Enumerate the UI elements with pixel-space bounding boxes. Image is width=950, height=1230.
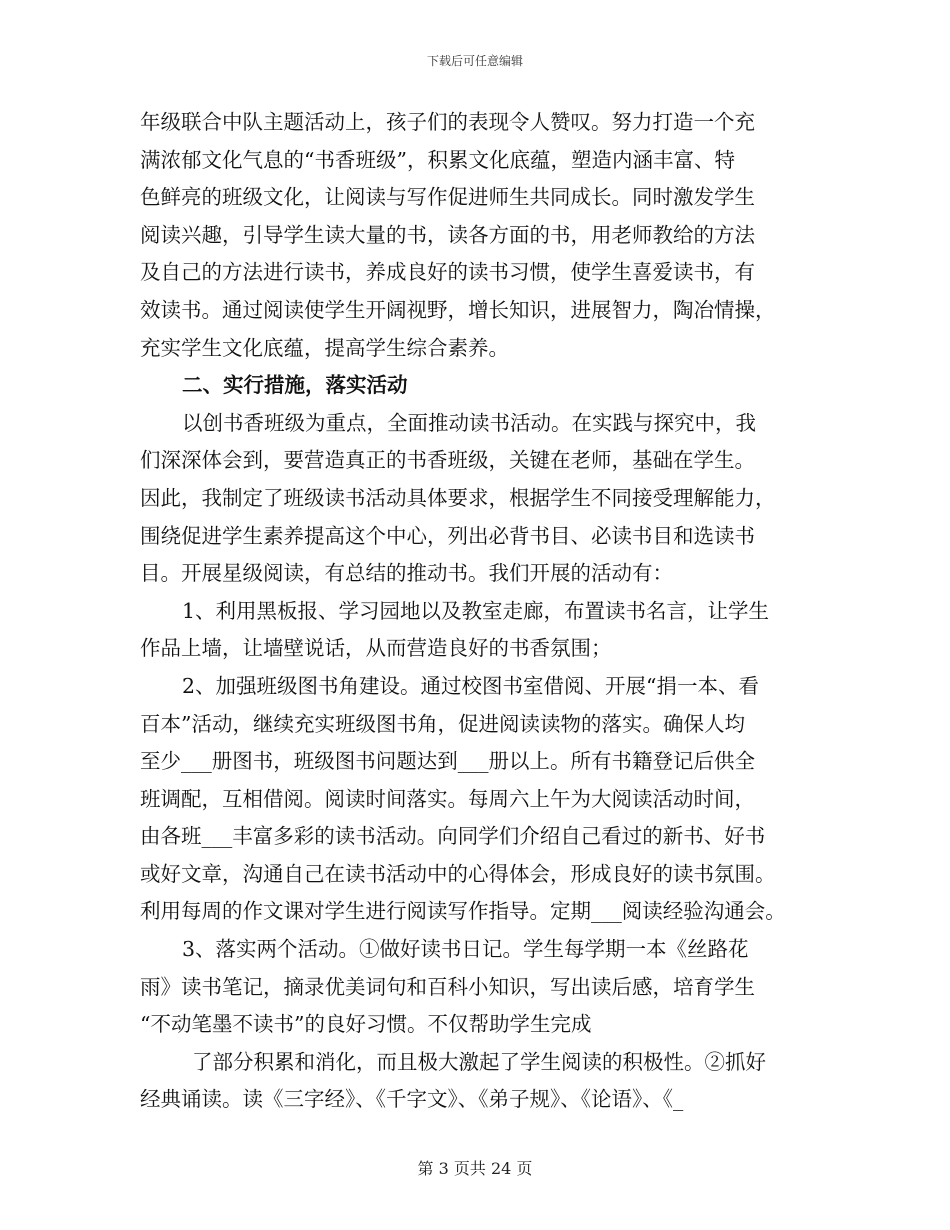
text-line: “不动笔墨不读书”的良好习惯。不仅帮助学生完成 bbox=[140, 1012, 592, 1037]
text-line: 们深深体会到，要营造真正的书香班级，关键在老师，基础在学生。 bbox=[140, 448, 755, 473]
text-line: 色鲜亮的班级文化，让阅读与写作促进师生共同成长。同时激发学生 bbox=[140, 185, 755, 210]
page-number: 第 3 页共 24 页 bbox=[417, 1159, 533, 1178]
text-line: 效读书。通过阅读使学生开阔视野，增长知识，进展智力，陶冶情操， bbox=[140, 297, 776, 322]
text-line: 或好文章，沟通自己在读书活动中的心得体会，形成良好的读书氛围。 bbox=[140, 861, 776, 886]
text-line: 及自己的方法进行读书，养成良好的读书习惯，使学生喜爱读书，有 bbox=[140, 260, 755, 285]
text-line: 至少___册图书，班级图书问题达到___册以上。所有书籍登记后供全 bbox=[140, 749, 755, 774]
text-line: 利用每周的作文课对学生进行阅读写作指导。定期___阅读经验沟通会。 bbox=[140, 899, 786, 924]
text-line: 经典诵读。读《三字经》、《千字文》、《弟子规》、《论语》、《_ bbox=[140, 1087, 684, 1112]
document-body bbox=[140, 104, 840, 1119]
list-item-3: 3、落实两个活动。①做好读书日记。学生每学期一本《丝路花 bbox=[182, 937, 749, 962]
text-line: 了部分积累和消化，而且极大激起了学生阅读的积极性。②抓好 bbox=[192, 1049, 766, 1074]
list-item-2: 2、加强班级图书角建设。通过校图书室借阅、开展“捐一本、看 bbox=[182, 673, 760, 698]
text-line: 满浓郁文化气息的“书香班级”，积累文化底蕴，塑造内涵丰富、特 bbox=[140, 147, 735, 172]
page-header-note: 下载后可任意编辑 bbox=[426, 54, 523, 68]
section-heading: 二、实行措施，落实活动 bbox=[182, 373, 408, 398]
text-line: 围绕促进学生素养提高这个中心，列出必背书目、必读书目和选读书 bbox=[140, 523, 755, 548]
text-line: 目。开展星级阅读，有总结的推动书。我们开展的活动有： bbox=[140, 561, 673, 586]
list-item-1: 1、利用黑板报、学习园地以及教室走廊，布置读书名言，让学生 bbox=[182, 598, 770, 623]
text-line: 因此，我制定了班级读书活动具体要求，根据学生不同接受理解能力， bbox=[140, 485, 776, 510]
text-line: 百本”活动，继续充实班级图书角，促进阅读读物的落实。确保人均 bbox=[140, 711, 745, 736]
text-line: 以创书香班级为重点，全面推动读书活动。在实践与探究中，我 bbox=[182, 410, 756, 435]
text-line: 作品上墙，让墙壁说话，从而营造良好的书香氛围； bbox=[140, 636, 612, 661]
text-line: 雨》读书笔记，摘录优美词句和百科小知识，写出读后感，培育学生 bbox=[140, 974, 755, 999]
text-line: 阅读兴趣，引导学生读大量的书，读各方面的书，用老师教给的方法 bbox=[140, 222, 755, 247]
text-line: 班调配，互相借阅。阅读时间落实。每周六上午为大阅读活动时间， bbox=[140, 786, 755, 811]
text-line: 由各班___丰富多彩的读书活动。向同学们介绍自己看过的新书、好书 bbox=[140, 824, 766, 849]
text-line: 年级联合中队主题活动上，孩子们的表现令人赞叹。努力打造一个充 bbox=[140, 110, 755, 134]
text-line: 充实学生文化底蕴，提高学生综合素养。 bbox=[140, 335, 509, 360]
